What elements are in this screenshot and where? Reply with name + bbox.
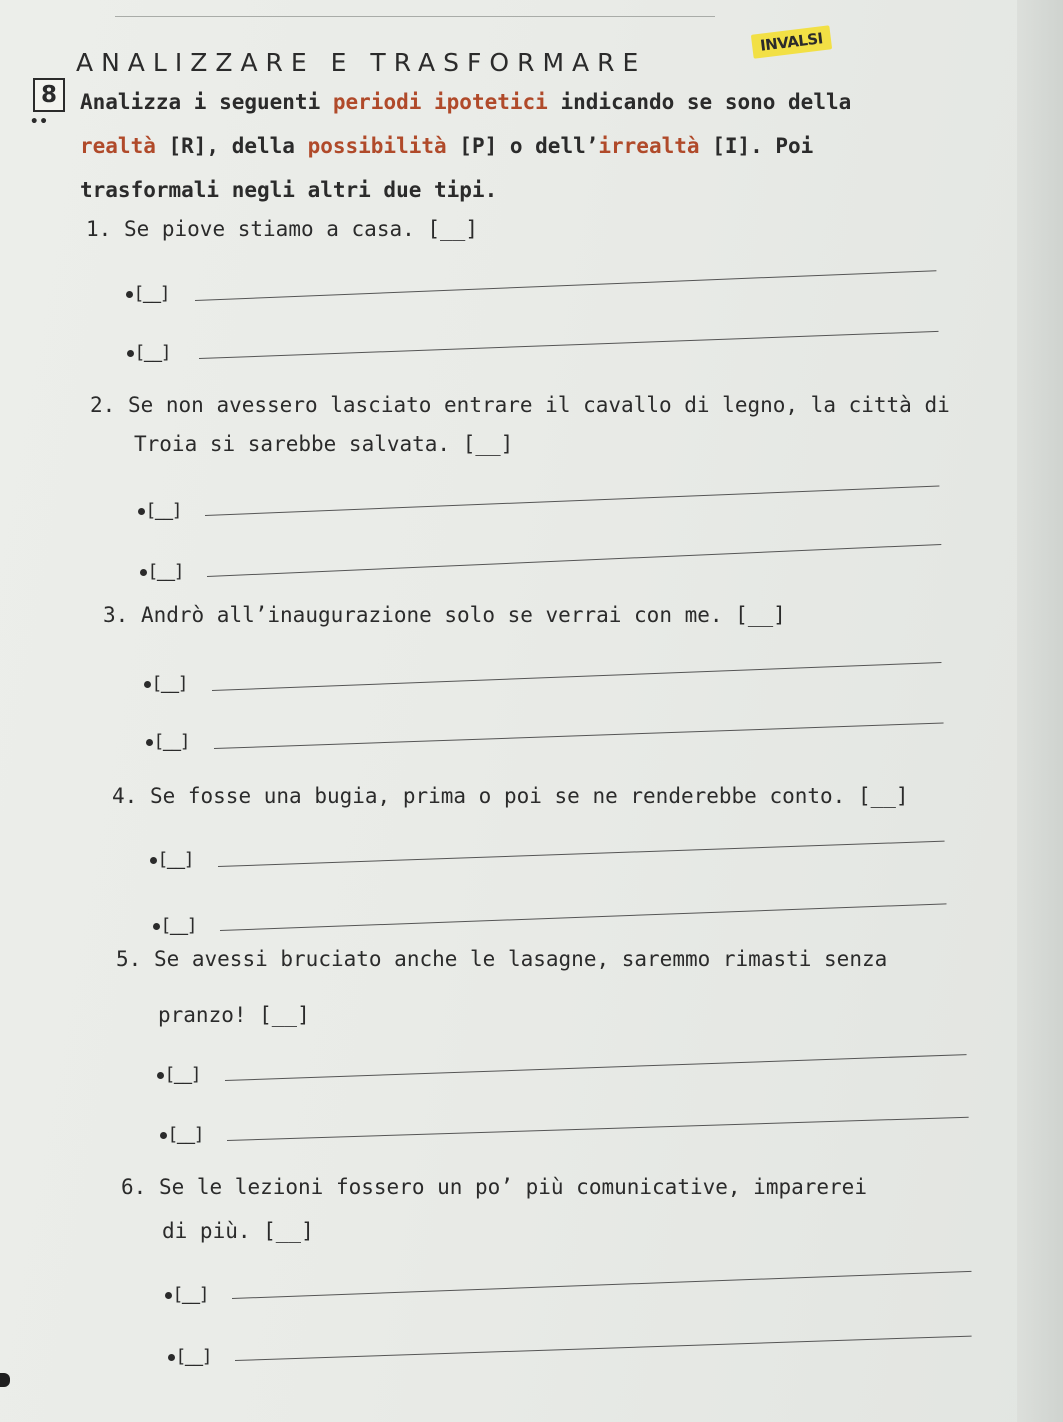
answer-bullet[interactable] (126, 283, 168, 304)
answer-line[interactable] (235, 1336, 972, 1361)
bullet-dot-icon (160, 1132, 167, 1139)
sentence-5-cont (158, 994, 310, 1036)
sentence-line: Se fosse una bugia, prima o poi se ne renderebbe conto. [__] (149, 784, 909, 808)
page-edge (1017, 0, 1063, 1422)
answer-type-blank[interactable]: [__] (148, 500, 181, 521)
answer-type-blank[interactable]: [__] (160, 849, 193, 870)
answer-type-blank[interactable]: [__] (178, 1346, 211, 1367)
answer-type-blank[interactable]: [__] (170, 1124, 203, 1145)
bullet-dot-icon (157, 1072, 164, 1079)
answer-line[interactable] (199, 331, 939, 359)
answer-type-blank[interactable]: [__] (163, 915, 196, 936)
sentence-number: 1. (86, 217, 112, 241)
answer-bullet[interactable] (127, 342, 169, 363)
answer-line[interactable] (205, 486, 939, 516)
instruction-text-0: Analizza i seguenti (80, 90, 333, 114)
sentence-number: 2. (90, 393, 116, 417)
answer-type-blank[interactable]: [__] (154, 673, 187, 694)
answer-bullet[interactable] (150, 849, 192, 870)
sentence-line: pranzo! [__] (158, 1003, 310, 1027)
answer-line[interactable] (207, 544, 941, 577)
invalsi-badge: INVALSI (751, 25, 832, 58)
sentence-line: Se avessi bruciato anche le lasagne, saremmo rimasti senza (153, 947, 888, 971)
answer-bullet[interactable] (153, 915, 195, 936)
answer-line[interactable] (225, 1054, 967, 1081)
bullet-dot-icon (138, 508, 145, 515)
top-divider (115, 16, 715, 17)
sentence-line: Se piove stiamo a casa. [__] (123, 217, 478, 241)
sentence-line: di più. [__] (162, 1219, 314, 1243)
answer-line[interactable] (227, 1117, 969, 1141)
bullet-dot-icon (140, 569, 147, 576)
instruction-highlight-possibilita: possibilità (307, 134, 447, 158)
sentence-line: Se le lezioni fossero un po’ più comunicative, imparerei (158, 1175, 867, 1199)
instruction-highlight-irrealta: irrealtà (598, 134, 700, 158)
difficulty-dots: •• (30, 114, 49, 130)
instruction-text-8: [I]. Poi trasformali negli altri due tipi. (80, 134, 814, 202)
bullet-dot-icon (168, 1354, 175, 1361)
sentence-6-cont (162, 1210, 314, 1252)
sentence-6 (121, 1166, 867, 1208)
answer-bullet[interactable] (160, 1124, 202, 1145)
instruction-highlight-periodi: periodi ipotetici (332, 90, 548, 114)
sentence-number: 3. (103, 603, 129, 627)
answer-type-blank[interactable]: [__] (167, 1064, 200, 1085)
sentence-line: Se non avessero lasciato entrare il cavallo di legno, la città di (127, 393, 950, 417)
instruction-text-2: indicando se sono della (547, 90, 852, 114)
answer-type-blank[interactable]: [__] (175, 1284, 208, 1305)
answer-bullet[interactable] (140, 561, 182, 582)
answer-bullet[interactable] (165, 1284, 207, 1305)
bullet-dot-icon (127, 350, 134, 357)
answer-line[interactable] (212, 662, 942, 691)
sentence-line: Troia si sarebbe salvata. [__] (134, 432, 514, 456)
sentence-2-cont (134, 423, 513, 465)
sentence-4 (112, 775, 909, 817)
instruction-highlight-realta: realtà (80, 134, 156, 158)
instruction-text-6: [P] o dell’ (446, 134, 599, 158)
answer-line[interactable] (214, 723, 944, 749)
answer-bullet[interactable] (146, 731, 188, 752)
bullet-dot-icon (165, 1292, 172, 1299)
answer-type-blank[interactable]: [__] (137, 342, 170, 363)
bullet-dot-icon (144, 681, 151, 688)
answer-type-blank[interactable]: [__] (136, 283, 169, 304)
instruction-text-4: [R], della (155, 134, 308, 158)
sentence-number: 4. (112, 784, 138, 808)
exercise-number: 8 (33, 78, 65, 112)
sentence-number: 6. (121, 1175, 147, 1199)
answer-line[interactable] (218, 841, 945, 867)
bullet-dot-icon (126, 291, 133, 298)
answer-bullet[interactable] (144, 673, 186, 694)
answer-line[interactable] (232, 1271, 972, 1299)
bullet-dot-icon (146, 739, 153, 746)
sentence-number: 5. (116, 947, 142, 971)
sentence-5 (116, 938, 887, 980)
answer-bullet[interactable] (168, 1346, 210, 1367)
answer-bullet[interactable] (138, 500, 180, 521)
sentence-3 (103, 594, 786, 636)
answer-type-blank[interactable]: [__] (156, 731, 189, 752)
exercise-instruction (80, 80, 870, 212)
sentence-2 (90, 384, 950, 426)
bullet-dot-icon (150, 857, 157, 864)
answer-line[interactable] (220, 903, 947, 931)
bullet-dot-icon (153, 923, 160, 930)
answer-line[interactable] (195, 270, 936, 301)
answer-bullet[interactable] (157, 1064, 199, 1085)
exercise-heading: ANALIZZARE E TRASFORMARE (76, 48, 647, 77)
answer-type-blank[interactable]: [__] (150, 561, 183, 582)
sentence-line: Andrò all’inaugurazione solo se verrai con me. [__] (140, 603, 786, 627)
page-tab-mark (0, 1373, 10, 1387)
sentence-1 (86, 208, 478, 250)
